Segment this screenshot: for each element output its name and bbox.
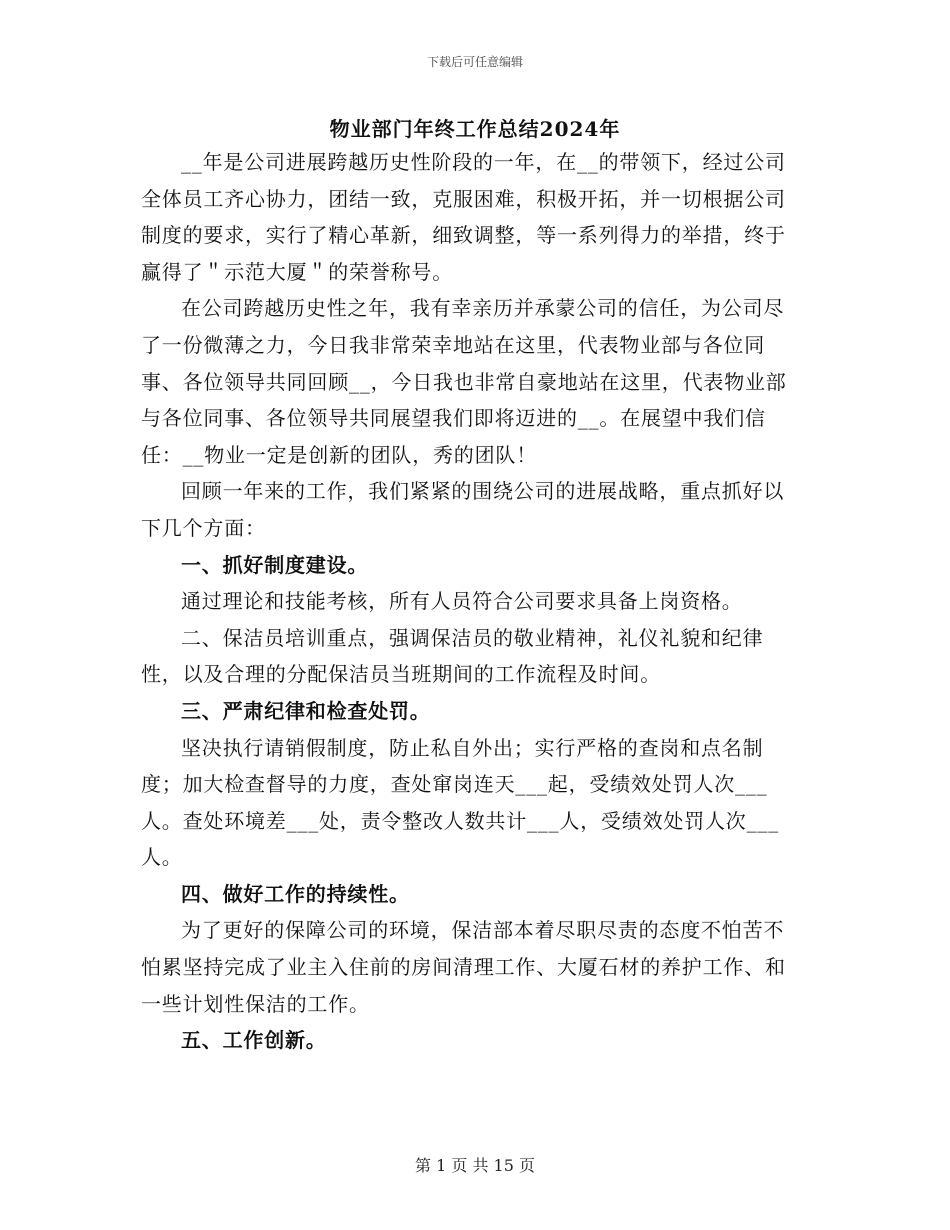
paragraph: 坚决执行请销假制度，防止私自外出；实行严格的查岗和点名制度；加大检查督导的力度，查处窜岗连天___起，受绩效处罚人次___人。查处环境差___处，责令整改人数共计___人，受绩效处罚人次___人。	[141, 735, 779, 870]
section-heading: 三、严肃纪律和检查处罚。	[181, 698, 431, 723]
section-heading: 五、工作创新。	[181, 1028, 327, 1053]
paragraph: 为了更好的保障公司的环境，保洁部本着尽职尽责的态度不怕苦不怕累坚持完成了业主入住前的房间清理工作、大厦石材的养护工作、和一些计划性保洁的工作。	[141, 918, 786, 1016]
paragraph: 在公司跨越历史性之年，我有幸亲历并承蒙公司的信任，为公司尽了一份微薄之力，今日我非常荣幸地站在这里，代表物业部与各位同事、各位领导共同回顾__，今日我也非常自豪地站在这里，代表物业部与各位同事、各位领导共同展望我们即将迈进的__。在展望中我们信任：__物业一定是创新的团队，秀的团队！	[141, 296, 787, 467]
paragraph: 二、保洁员培训重点，强调保洁员的敬业精神，礼仪礼貌和纪律性，以及合理的分配保洁员当班期间的工作流程及时间。	[141, 625, 764, 687]
document-title: 物业部门年终工作总结2024年	[329, 117, 621, 141]
section-heading: 四、做好工作的持续性。	[181, 881, 410, 906]
paragraph: 回顾一年来的工作，我们紧紧的围绕公司的进展战略，重点抓好以下几个方面：	[141, 479, 785, 540]
section-heading: 一、抓好制度建设。	[181, 552, 369, 577]
download-note: 下载后可任意编辑	[426, 55, 523, 69]
paragraph: 通过理论和技能考核，所有人员符合公司要求具备上岗资格。	[181, 589, 743, 614]
document-body	[141, 144, 801, 1059]
paragraph: __年是公司进展跨越历史性阶段的一年，在__的带领下，经过公司全体员工齐心协力，团结一致，克服困难，积极开拓，并一切根据公司制度的要求，实行了精心革新，细致调整，等一系列得力的举措，终于赢得了＂示范大厦＂的荣誉称号。	[141, 150, 786, 284]
page-number: 第 1 页 共 15 页	[415, 1156, 535, 1175]
